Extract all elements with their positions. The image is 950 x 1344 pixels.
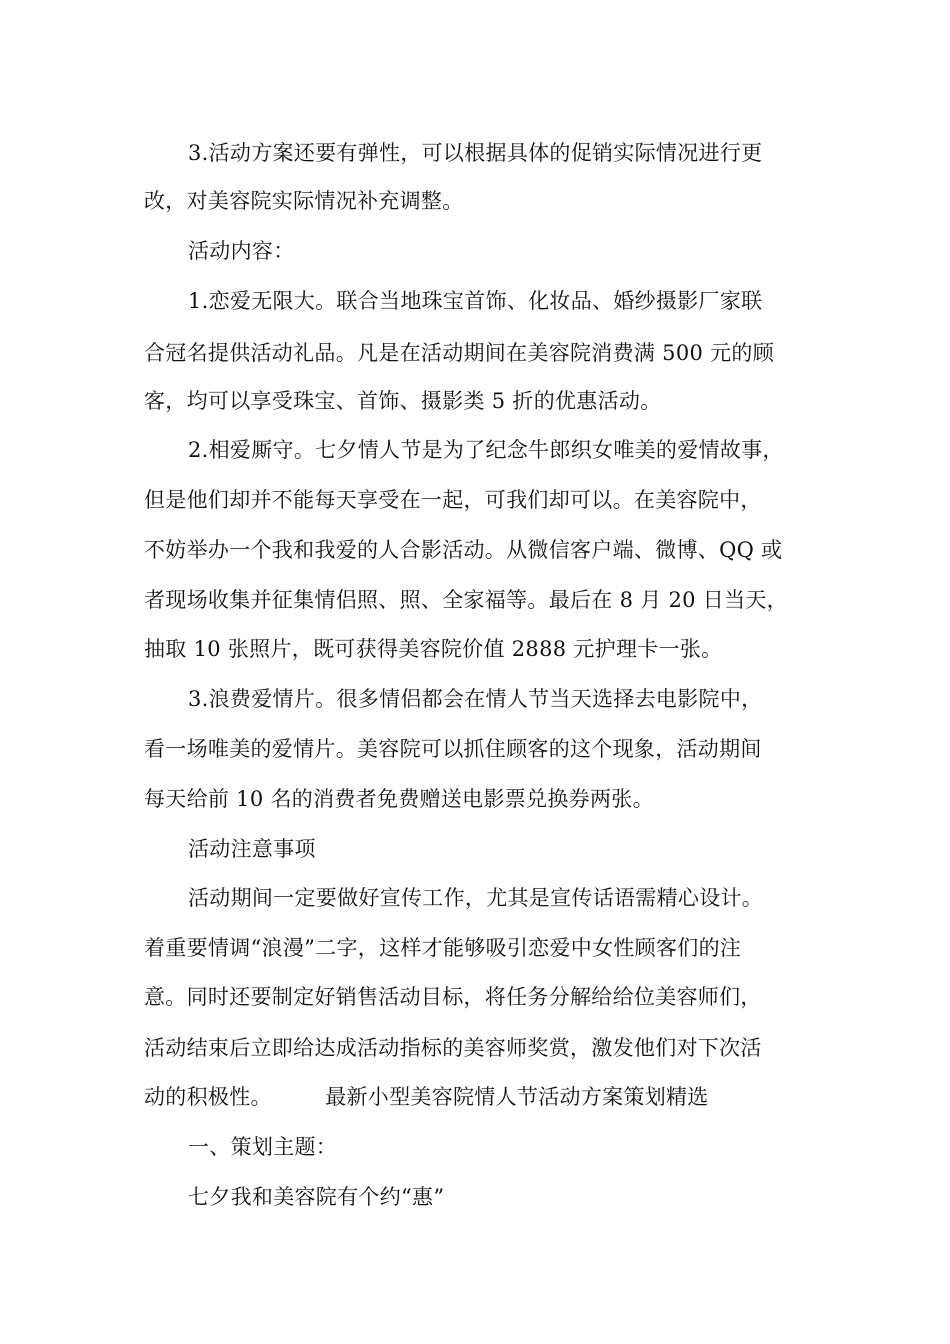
text-line: 2.相爱厮守。七夕情人节是为了纪念牛郎织女唯美的爱情故事， [188, 438, 784, 462]
text-line: 3.浪费爱情片。很多情侣都会在情人节当天选择去电影院中， [188, 687, 763, 711]
text-line: 者现场收集并征集情侣照、照、全家福等。最后在 8 月 20 日当天， [144, 588, 788, 612]
text-line: 改，对美容院实际情况补充调整。 [144, 189, 464, 213]
text-line: 着重要情调“浪漫”二字，这样才能够吸引恋爱中女性顾客们的注 [144, 936, 742, 960]
text-line: 活动结束后立即给达成活动指标的美容师奖赏，激发他们对下次活 [144, 1036, 762, 1060]
text-line: 合冠名提供活动礼品。凡是在活动期间在美容院消费满 500 元的顾 [144, 341, 775, 365]
text-line: 动的积极性。 最新小型美容院情人节活动方案策划精选 [144, 1085, 709, 1109]
text-line: 3.活动方案还要有弹性，可以根据具体的促销实际情况进行更 [188, 141, 763, 165]
section-heading: 一、策划主题： [188, 1135, 338, 1159]
text-line: 每天给前 10 名的消费者免费赠送电影票兑换券两张。 [144, 787, 654, 811]
section-heading: 活动注意事项 [188, 837, 316, 861]
text-line: 七夕我和美容院有个约“惠” [188, 1185, 445, 1209]
section-heading: 活动内容： [188, 239, 295, 263]
text-line: 客，均可以享受珠宝、首饰、摄影类 5 折的优惠活动。 [144, 389, 662, 413]
text-line: 不妨举办一个我和我爱的人合影活动。从微信客户端、微博、QQ 或 [144, 538, 783, 562]
text-line: 抽取 10 张照片，既可获得美容院价值 2888 元护理卡一张。 [144, 637, 723, 661]
text-line: 活动期间一定要做好宣传工作，尤其是宣传话语需精心设计。 [188, 886, 764, 910]
text-line: 1.恋爱无限大。联合当地珠宝首饰、化妆品、婚纱摄影厂家联 [188, 289, 763, 313]
text-line: 意。同时还要制定好销售活动目标，将任务分解给给位美容师们， [144, 985, 762, 1009]
text-line: 但是他们却并不能每天享受在一起，可我们却可以。在美容院中， [144, 488, 762, 512]
text-line: 看一场唯美的爱情片。美容院可以抓住顾客的这个现象，活动期间 [144, 737, 762, 761]
